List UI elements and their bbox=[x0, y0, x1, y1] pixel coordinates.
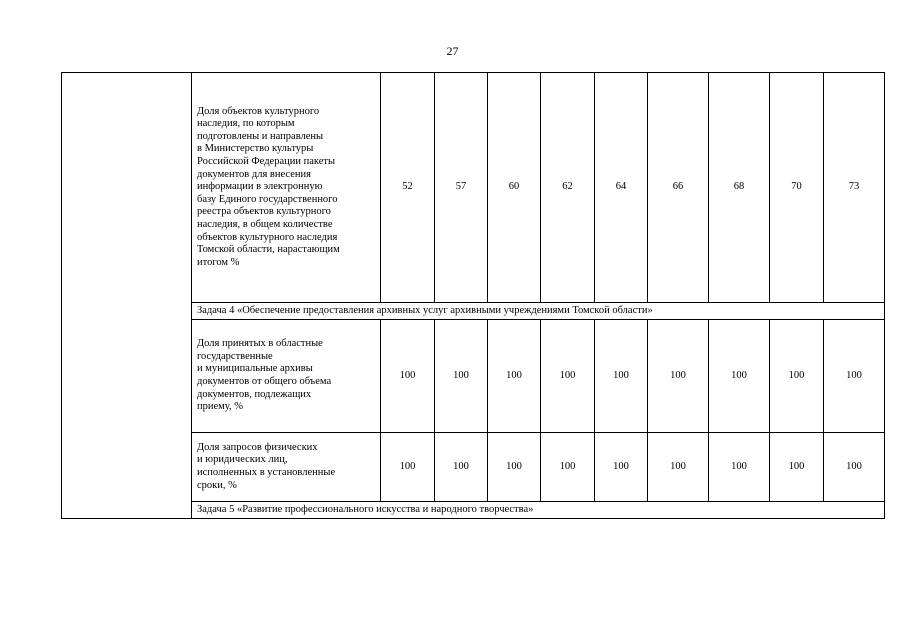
value-cell: 100 bbox=[595, 320, 648, 433]
name-line: сроки, % bbox=[197, 479, 237, 491]
name-line: в Министерство культуры bbox=[197, 143, 314, 155]
value-cell: 100 bbox=[770, 433, 824, 502]
page-number: 27 bbox=[446, 44, 459, 58]
value-cell: 100 bbox=[709, 320, 770, 433]
name-line: наследия, в общем количестве bbox=[197, 218, 333, 230]
name-line: подготовлены и направлены bbox=[197, 130, 324, 142]
value-cell: 100 bbox=[648, 320, 709, 433]
table-row bbox=[62, 73, 885, 303]
name-line: документов для внесения bbox=[197, 168, 311, 180]
value-cell: 64 bbox=[595, 73, 648, 303]
value-cell: 62 bbox=[541, 73, 595, 303]
value-cell: 100 bbox=[824, 320, 885, 433]
name-line: итогом % bbox=[197, 256, 240, 268]
value-cell: 66 bbox=[648, 73, 709, 303]
value-cell: 57 bbox=[435, 73, 488, 303]
name-line: информации в электронную bbox=[197, 181, 323, 193]
name-line: Доля принятых в областные bbox=[197, 338, 323, 350]
name-line: и муниципальные архивы bbox=[197, 363, 313, 375]
name-line: приему, % bbox=[197, 401, 243, 413]
value-cell: 100 bbox=[435, 320, 488, 433]
value-cell: 100 bbox=[435, 433, 488, 502]
name-line: государственные bbox=[197, 350, 273, 362]
name-line: и юридических лиц, bbox=[197, 454, 288, 466]
value-cell: 70 bbox=[770, 73, 824, 303]
value-cell: 100 bbox=[541, 433, 595, 502]
value-cell: 100 bbox=[824, 433, 885, 502]
task-heading: Задача 4 «Обеспечение предоставления архивных услуг архивными учреждениями Томской области» bbox=[192, 303, 885, 320]
value-cell: 100 bbox=[381, 433, 435, 502]
name-line: документов от общего объема bbox=[197, 376, 332, 387]
name-line: реестра объектов культурного bbox=[197, 206, 331, 218]
indicator-name bbox=[192, 73, 381, 303]
value-cell: 100 bbox=[488, 433, 541, 502]
value-cell: 100 bbox=[595, 433, 648, 502]
value-cell: 100 bbox=[541, 320, 595, 433]
value-cell: 73 bbox=[824, 73, 885, 303]
name-line: документов, подлежащих bbox=[197, 388, 312, 400]
value-cell: 52 bbox=[381, 73, 435, 303]
name-line: Томской области, нарастающим bbox=[197, 244, 340, 256]
name-line: наследия, по которым bbox=[197, 118, 295, 130]
value-cell: 68 bbox=[709, 73, 770, 303]
value-cell: 100 bbox=[488, 320, 541, 433]
name-line: объектов культурного наследия bbox=[197, 231, 338, 243]
name-line: исполненных в установленные bbox=[197, 467, 336, 478]
task-heading: Задача 5 «Развитие профессионального искусства и народного творчества» bbox=[192, 502, 885, 519]
value-cell: 100 bbox=[709, 433, 770, 502]
name-line: Доля объектов культурного bbox=[197, 105, 320, 117]
indicators-table bbox=[61, 72, 885, 519]
indicator-name bbox=[192, 433, 381, 502]
value-cell: 100 bbox=[381, 320, 435, 433]
name-line: Российской Федерации пакеты bbox=[197, 156, 336, 168]
name-line: базу Единого государственного bbox=[197, 193, 338, 205]
blank-cell bbox=[62, 73, 192, 519]
value-cell: 60 bbox=[488, 73, 541, 303]
name-line: Доля запросов физических bbox=[197, 441, 318, 453]
value-cell: 100 bbox=[648, 433, 709, 502]
indicator-name bbox=[192, 320, 381, 433]
value-cell: 100 bbox=[770, 320, 824, 433]
